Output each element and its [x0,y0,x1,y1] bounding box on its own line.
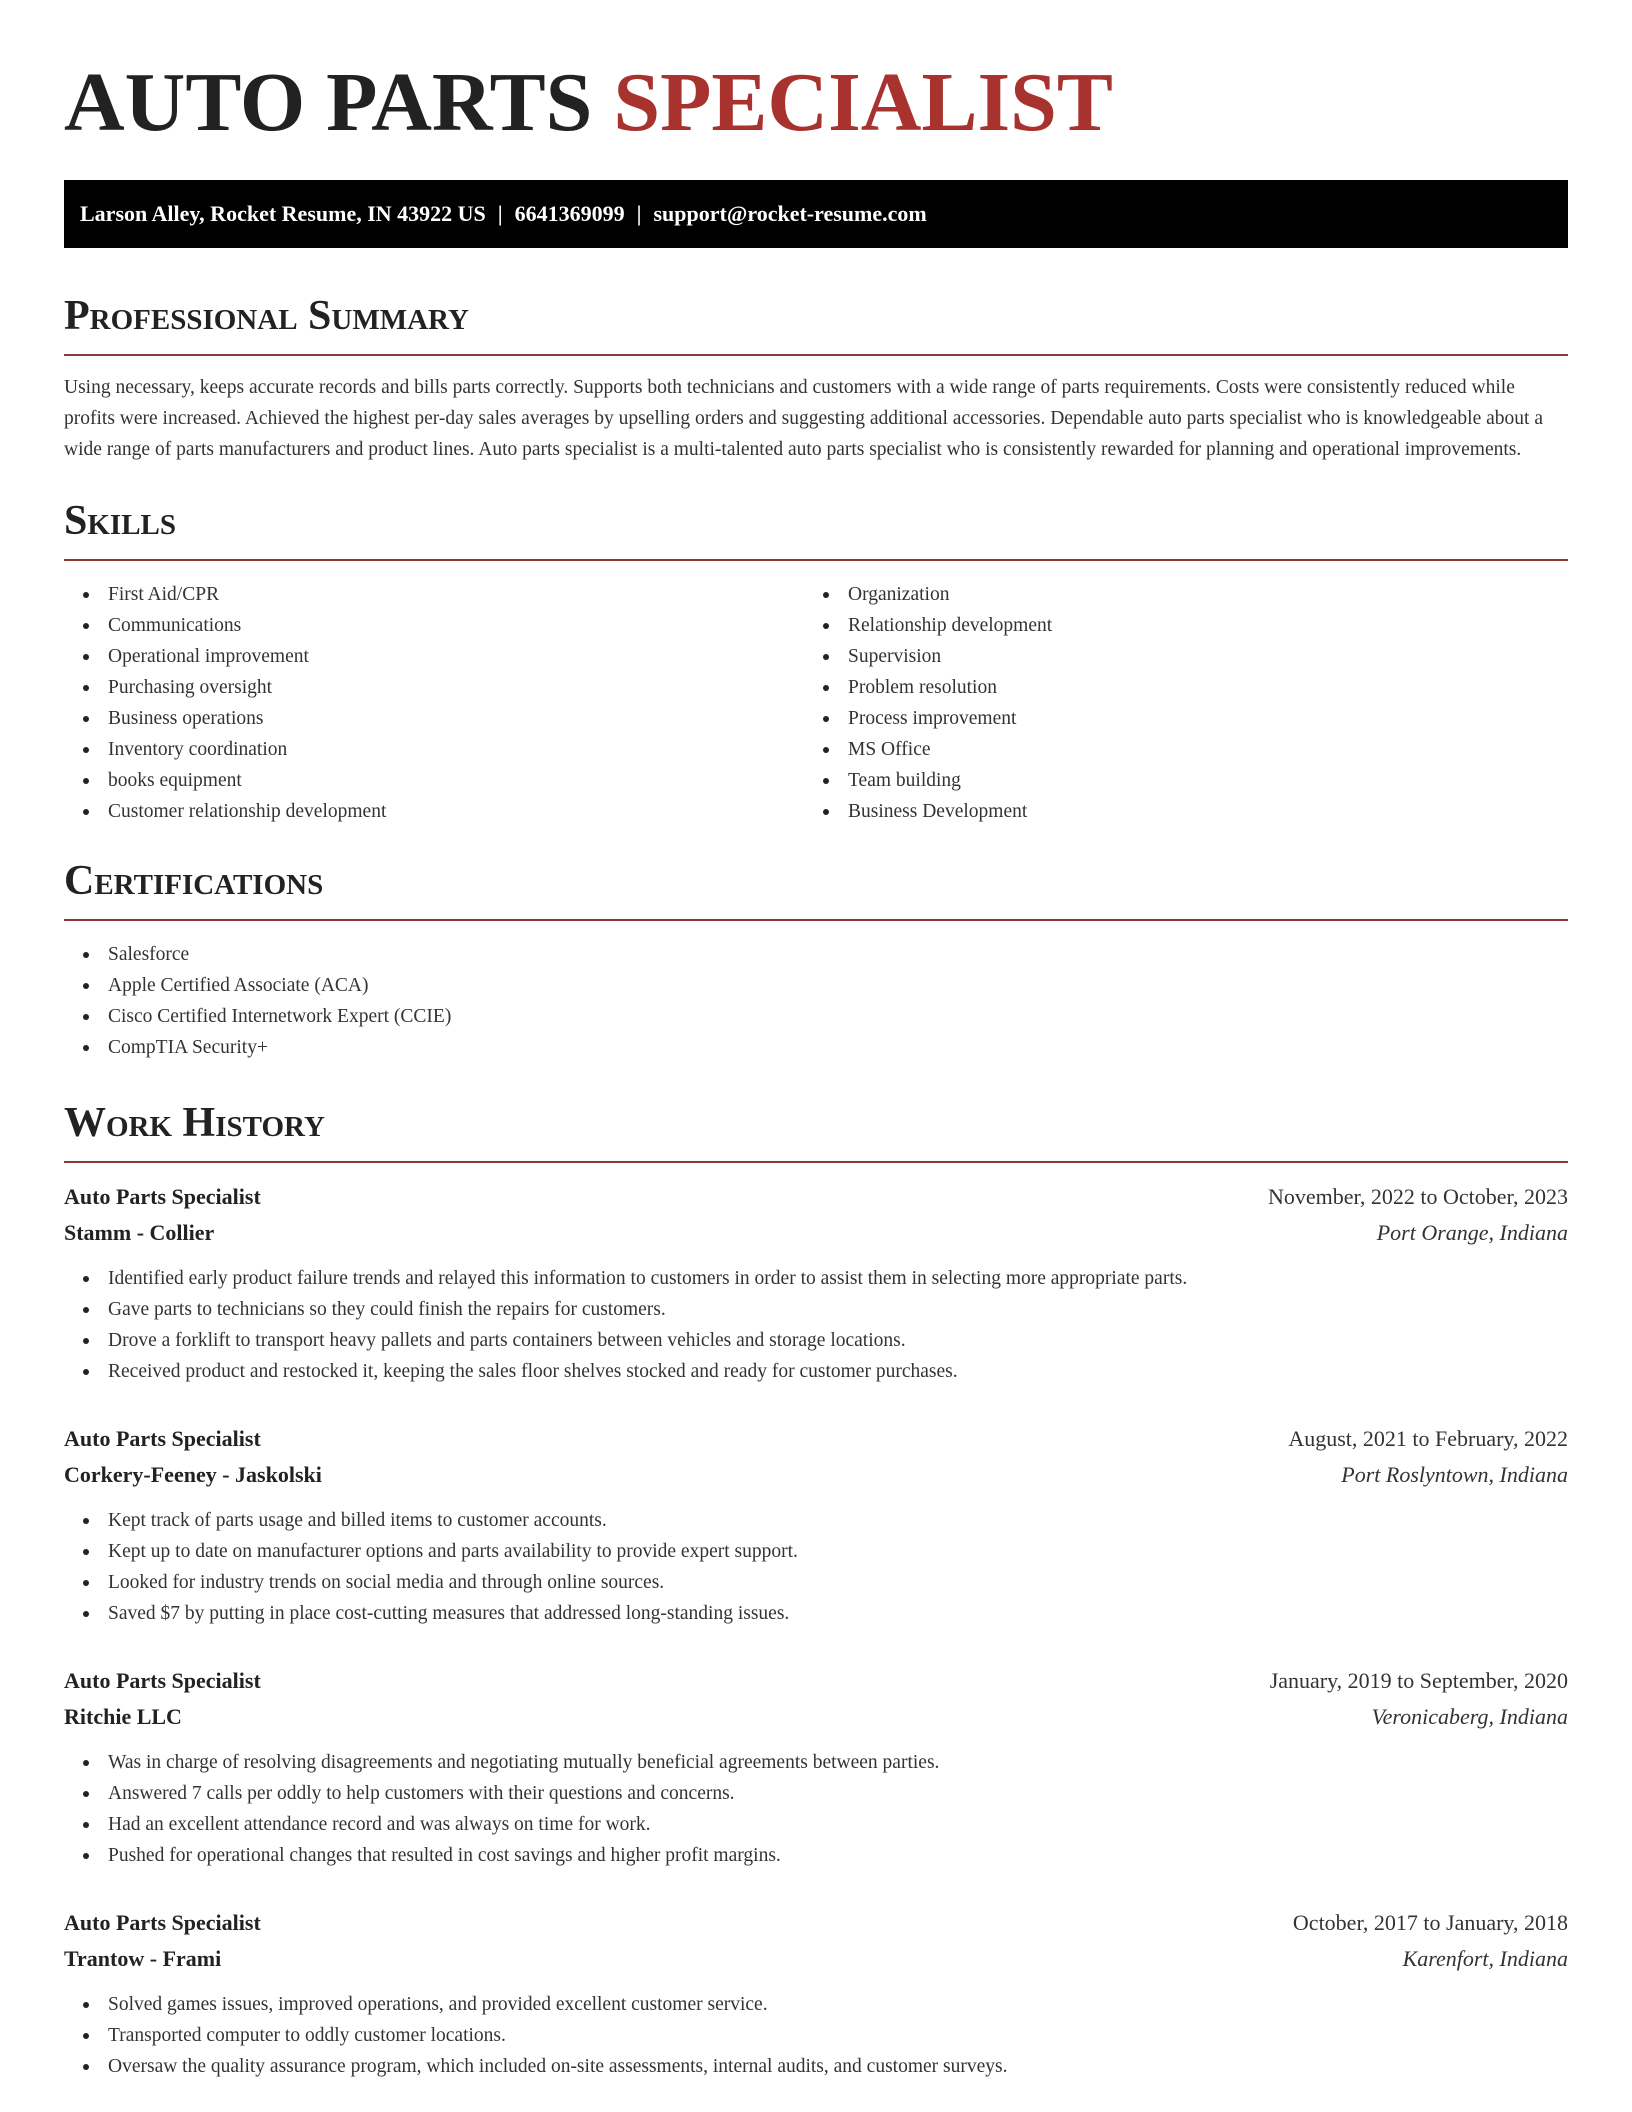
contact-email: support@rocket-resume.com [653,201,927,226]
job-duty: Pushed for operational changes that resulted in cost savings and higher profit margins. [64,1840,1568,1871]
job-duty: Gave parts to technicians so they could finish the repairs for customers. [64,1294,1568,1325]
section-heading-summary: Professional Summary [64,293,469,339]
job-duty: Looked for industry trends on social media and through online sources. [64,1567,1568,1598]
job-location: Port Roslyntown, Indiana [1341,1462,1568,1487]
job-dates: August, 2021 to February, 2022 [1288,1426,1568,1451]
job-entry [64,1663,1568,1871]
section-heading-work-history: Work History [64,1100,325,1146]
certification-item: Apple Certified Associate (ACA) [64,970,1568,1001]
skill-item: Communications [64,610,804,641]
summary-text: Using necessary, keeps accurate records and bills parts correctly. Supports both technicians and customers with a wide range of parts requirements. Costs were consistently reduced while profits were increased. Achieved the highest per-day sales averages by upselling orders and suggesting additional accessories. Dependable auto parts specialist who is knowledgeable about a wide range of parts manufacturers and product lines. Auto parts specialist is a multi-talented auto parts specialist who is consistently rewarded for planning and operational improvements. [64,377,1543,460]
skill-item: Process improvement [804,703,1544,734]
certifications-list [64,939,1568,1063]
job-title: Auto Parts Specialist [64,1910,261,1935]
job-header-row [64,1179,1568,1215]
summary-section [64,292,1568,465]
skill-item: Supervision [804,641,1544,672]
job-company: Ritchie LLC [64,1704,182,1729]
job-duty: Kept up to date on manufacturer options and parts availability to provide expert support. [64,1536,1568,1567]
job-location: Karenfort, Indiana [1402,1946,1568,1971]
section-heading-skills: Skills [64,498,177,544]
job-duty: Received product and restocked it, keeping the sales floor shelves stocked and ready for customer purchases. [64,1356,1568,1387]
skill-item: Inventory coordination [64,734,804,765]
job-duties-list [64,1747,1568,1871]
contact-separator: | [497,201,503,226]
skill-item: MS Office [804,734,1544,765]
job-duty: Solved games issues, improved operations, and provided excellent customer service. [64,1989,1568,2020]
job-subheader-row [64,1215,1568,1251]
job-location: Veronicaberg, Indiana [1371,1704,1568,1729]
title-part-accent: SPECIALIST [613,56,1113,149]
work-history-section [64,1099,1568,2082]
skills-columns [64,579,1568,827]
job-dates: January, 2019 to September, 2020 [1269,1668,1568,1693]
resume-title [64,58,1568,148]
contact-bar [64,180,1568,248]
skills-section [64,497,1568,827]
job-header-row [64,1663,1568,1699]
contact-address: Larson Alley, Rocket Resume, IN 43922 US [80,201,486,226]
job-duty: Was in charge of resolving disagreements and negotiating mutually beneficial agreements between parties. [64,1747,1568,1778]
job-company: Corkery-Feeney - Jaskolski [64,1462,322,1487]
job-duties-list [64,1505,1568,1629]
skill-item: Customer relationship development [64,796,804,827]
skill-item: books equipment [64,765,804,796]
certification-item: CompTIA Security+ [64,1032,1568,1063]
skill-item: Business operations [64,703,804,734]
job-title: Auto Parts Specialist [64,1668,261,1693]
title-part-main: AUTO PARTS [64,56,593,149]
skill-item: Team building [804,765,1544,796]
skills-list-right [804,579,1544,827]
skill-item: Problem resolution [804,672,1544,703]
job-title: Auto Parts Specialist [64,1184,261,1209]
job-location: Port Orange, Indiana [1376,1220,1568,1245]
skills-list-left [64,579,804,827]
job-subheader-row [64,1941,1568,1977]
contact-phone: 6641369099 [514,201,625,226]
certification-item: Salesforce [64,939,1568,970]
contact-separator: | [636,201,642,226]
job-duty: Drove a forklift to transport heavy pallets and parts containers between vehicles and storage locations. [64,1325,1568,1356]
job-dates: October, 2017 to January, 2018 [1292,1910,1568,1935]
job-company: Stamm - Collier [64,1220,215,1245]
job-subheader-row [64,1457,1568,1493]
section-divider [64,354,1568,356]
certifications-section [64,857,1568,1063]
job-duty: Saved $7 by putting in place cost-cutting measures that addressed long-standing issues. [64,1598,1568,1629]
job-duty: Answered 7 calls per oddly to help customers with their questions and concerns. [64,1778,1568,1809]
skill-item: First Aid/CPR [64,579,804,610]
skill-item: Relationship development [804,610,1544,641]
job-subheader-row [64,1699,1568,1735]
section-divider [64,1161,1568,1163]
skill-item: Organization [804,579,1544,610]
job-duties-list [64,1989,1568,2082]
job-header-row [64,1421,1568,1457]
job-entry [64,1421,1568,1629]
job-duty: Kept track of parts usage and billed items to customer accounts. [64,1505,1568,1536]
job-title: Auto Parts Specialist [64,1426,261,1451]
job-header-row [64,1905,1568,1941]
job-entry [64,1905,1568,2082]
skill-item: Purchasing oversight [64,672,804,703]
job-company: Trantow - Frami [64,1946,222,1971]
skill-item: Business Development [804,796,1544,827]
job-duty: Oversaw the quality assurance program, which included on-site assessments, internal audits, and customer surveys. [64,2051,1568,2082]
section-divider [64,559,1568,561]
section-heading-certifications: Certifications [64,858,324,904]
job-duties-list [64,1263,1568,1387]
job-duty: Had an excellent attendance record and was always on time for work. [64,1809,1568,1840]
resume-page [64,0,1568,2082]
skill-item: Operational improvement [64,641,804,672]
job-entry [64,1179,1568,1387]
certification-item: Cisco Certified Internetwork Expert (CCIE) [64,1001,1568,1032]
job-duty: Identified early product failure trends and relayed this information to customers in order to assist them in selecting more appropriate parts. [64,1263,1568,1294]
job-duty: Transported computer to oddly customer locations. [64,2020,1568,2051]
section-divider [64,919,1568,921]
job-dates: November, 2022 to October, 2023 [1267,1184,1568,1209]
